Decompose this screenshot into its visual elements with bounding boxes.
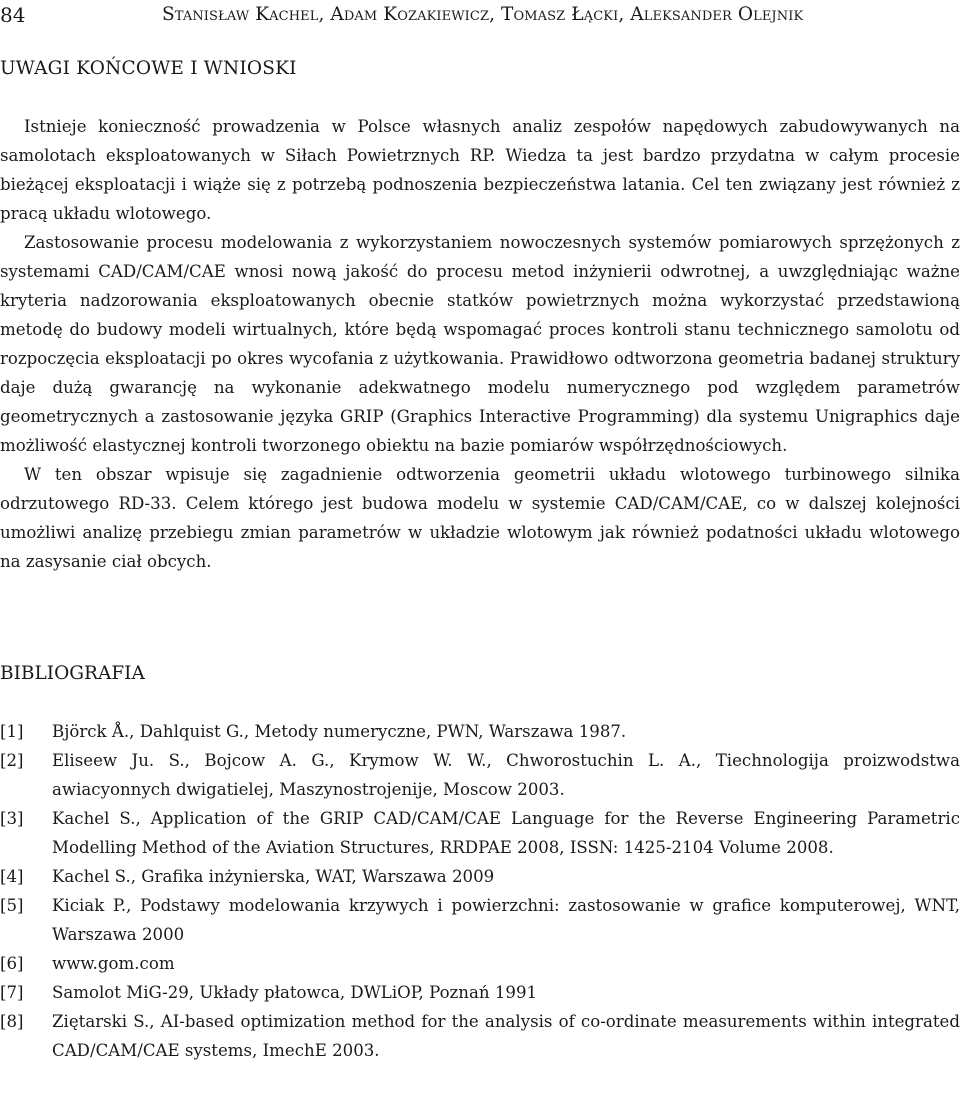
reference-text: Björck Å., Dahlquist G., Metody numeryczne, PWN, Warszawa 1987. <box>52 722 627 741</box>
reference-number: [5] <box>0 896 24 915</box>
reference-item <box>0 717 960 746</box>
paragraph: Zastosowanie procesu modelowania z wykorzystaniem nowoczesnych systemów pomiarowych sprzężonych z systemami CAD/CAM/CAE wnosi nową jakość do procesu metod inżynierii odwrotnej, a uwzględniając ważne kryteria nadzorowania eksploatowanych obecnie statków powietrznych można wykorzystać przedstawioną metodę do budowy modeli wirtualnych, które będą wspomagać proces kontroli stanu technicznego samolotu od rozpoczęcia eksploatacji po okres wycofania z użytkowania. Prawidłowo odtworzona geometria badanej struktury daje dużą gwarancję na wykonanie adekwatnego modelu numerycznego pod względem parametrów geometrycznych a zastosowanie języka GRIP (Graphics Interactive Programming) dla systemu Unigraphics daje możliwość elastycznej kontroli tworzonego obiektu na bazie pomiarów współrzędnościowych. <box>0 233 960 455</box>
reference-item <box>0 891 960 949</box>
paragraph: Istnieje konieczność prowadzenia w Polsce własnych analiz zespołów napędowych zabudowywanych na samolotach eksploatowanych w Siłach Powietrznych RP. Wiedza ta jest bardzo przydatna w całym procesie bieżącej eksploatacji i wiąże się z potrzebą podnoszenia bezpieczeństwa latania. Cel ten związany jest również z pracą układu wlotowego. <box>0 117 960 223</box>
page-header <box>0 2 960 32</box>
reference-list <box>0 717 960 1065</box>
reference-number: [7] <box>0 983 24 1002</box>
reference-number: [3] <box>0 809 24 828</box>
running-head-authors: Stanisław Kachel, Adam Kozakiewicz, Tomasz Łącki, Aleksander Olejnik <box>162 4 804 25</box>
page-number: 84 <box>0 3 26 27</box>
reference-text: Samolot MiG-29, Układy płatowca, DWLiOP, Poznań 1991 <box>52 983 538 1002</box>
reference-number: [2] <box>0 751 24 770</box>
reference-item <box>0 978 960 1007</box>
bibliography-heading: BIBLIOGRAFIA <box>0 663 145 684</box>
reference-text: Kiciak P., Podstawy modelowania krzywych i powierzchni: zastosowanie w grafice komputerowej, WNT, Warszawa 2000 <box>52 896 960 944</box>
reference-number: [8] <box>0 1012 24 1031</box>
reference-text: Kachel S., Grafika inżynierska, WAT, Warszawa 2009 <box>52 867 495 886</box>
reference-number: [4] <box>0 867 24 886</box>
conclusions-heading: UWAGI KOŃCOWE I WNIOSKI <box>0 58 297 79</box>
reference-item <box>0 862 960 891</box>
paragraph: W ten obszar wpisuje się zagadnienie odtworzenia geometrii układu wlotowego turbinowego silnika odrzutowego RD-33. Celem którego jest budowa modelu w systemie CAD/CAM/CAE, co w dalszej kolejności umożliwi analizę przebiegu zmian parametrów w układzie wlotowym jak również podatności układu wlotowego na zasysanie ciał obcych. <box>0 465 960 571</box>
reference-number: [6] <box>0 954 24 973</box>
reference-text: Kachel S., Application of the GRIP CAD/CAM/CAE Language for the Reverse Engineering Parametric Modelling Method of the Aviation Structures, RRDPAE 2008, ISSN: 1425-2104 Volume 2008. <box>52 809 960 857</box>
reference-item <box>0 804 960 862</box>
conclusions-body <box>0 112 960 576</box>
reference-text: Eliseew Ju. S., Bojcow A. G., Krymow W. W., Chworostuchin L. A., Tiechnologija proizwodstwa awiacyonnych dwigatielej, Maszynostrojenije, Moscow 2003. <box>52 751 960 799</box>
reference-item <box>0 746 960 804</box>
reference-item <box>0 1007 960 1065</box>
reference-number: [1] <box>0 722 24 741</box>
reference-text: Ziętarski S., AI-based optimization method for the analysis of co-ordinate measurements within integrated CAD/CAM/CAE systems, ImechE 2003. <box>52 1012 960 1060</box>
reference-item <box>0 949 960 978</box>
reference-text: www.gom.com <box>52 954 175 973</box>
